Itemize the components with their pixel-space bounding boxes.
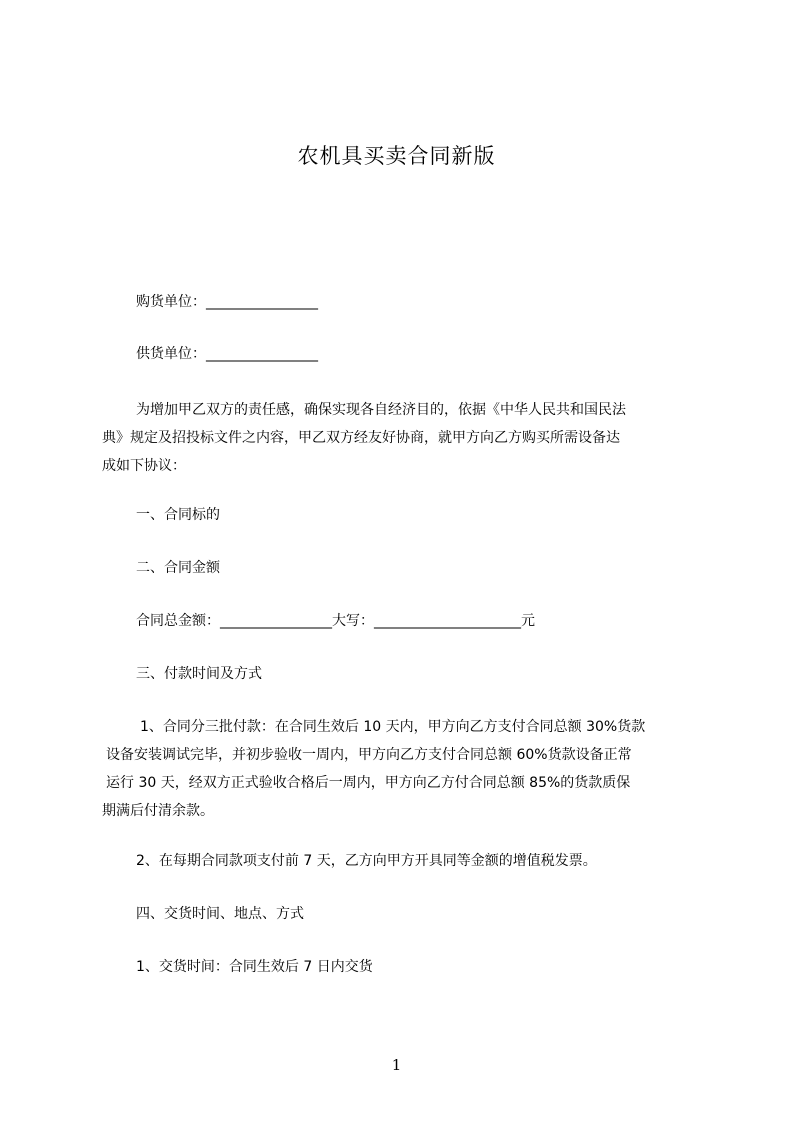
contract-amount-line: 合同总金额：________________大写：_____________________元 [136, 613, 535, 629]
section-heading-amount: 二、合同金额 [136, 560, 220, 576]
buyer-unit-line: 购货单位：________________ [136, 294, 318, 310]
payment-paragraph [102, 713, 722, 825]
intro-line-2: 典》规定及招投标文件之内容，甲乙双方经友好协商，就甲方向乙方购买所需设备达 [102, 430, 620, 446]
section-heading-delivery: 四、交货时间、地点、方式 [136, 906, 304, 922]
intro-paragraph [102, 396, 722, 480]
payment-line-4: 期满后付清余款。 [102, 803, 214, 819]
payment-line-1: 1、合同分三批付款：在合同生效后 10 天内，甲方向乙方支付合同总额 30%货款 [140, 719, 646, 735]
payment-line-3: 运行 30 天，经双方正式验收合格后一周内，甲方向乙方付合同总额 85%的货款质保 [106, 775, 631, 791]
page-number: 1 [391, 1056, 402, 1074]
invoice-clause: 2、在每期合同款项支付前 7 天，乙方向甲方开具同等金额的增值税发票。 [136, 853, 597, 869]
intro-line-1: 为增加甲乙双方的责任感，确保实现各自经济目的，依据《中华人民共和国民法 [136, 402, 626, 418]
supplier-unit-line: 供货单位：________________ [136, 346, 318, 362]
intro-line-3: 成如下协议： [102, 458, 186, 474]
section-heading-subject: 一、合同标的 [136, 507, 220, 523]
delivery-time-clause: 1、交货时间：合同生效后 7 日内交货 [136, 959, 373, 975]
document-title: 农机具买卖合同新版 [297, 144, 496, 168]
payment-line-2: 设备安装调试完毕，并初步验收一周内，甲方向乙方支付合同总额 60%货款设备正常 [106, 747, 632, 763]
section-heading-payment: 三、付款时间及方式 [136, 666, 262, 682]
